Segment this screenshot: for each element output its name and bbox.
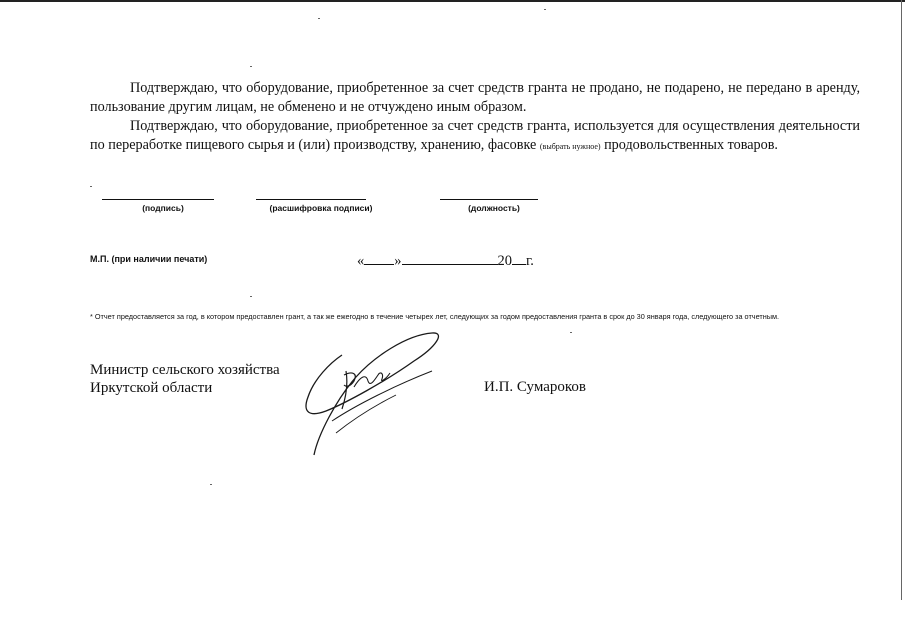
confirmation-paragraph-2 — [90, 117, 860, 156]
scan-speck — [318, 18, 320, 19]
confirmation-paragraph-2-text: Подтверждаю, что оборудование, приобретенное за счет средств гранта, используется для осуществления деятельности по переработке пищевого сырья и (или) производству, хранению, фасовке — [90, 118, 860, 153]
choose-needed-note: (выбрать нужное) — [539, 142, 601, 151]
confirmation-paragraph-1-text: Подтверждаю, что оборудование, приобретенное за счет средств гранта не продано, не подарено, не передано в аренду, пользование другим лицам, не обменено и не отчуждено иным образом. — [90, 80, 860, 115]
scan-speck — [250, 66, 252, 67]
minister-title-line-2: Иркутской области — [90, 380, 213, 396]
date-open-quote: « — [357, 253, 365, 269]
date-close-quote: » — [394, 253, 402, 269]
minister-title — [90, 361, 280, 397]
minister-title-line-1: Министр сельского хозяйства — [90, 362, 280, 378]
date-century: 20 — [497, 253, 512, 269]
minister-name: И.П. Сумароков — [484, 379, 587, 395]
position-caption: (должность) — [468, 203, 520, 213]
position-line — [440, 199, 538, 200]
signature-line — [102, 199, 214, 200]
date-field — [357, 250, 534, 270]
confirmation-paragraph-1 — [90, 79, 860, 117]
scan-speck — [544, 9, 546, 10]
year-blank — [512, 250, 526, 265]
confirmation-paragraph-2-end: продовольственных товаров. — [604, 137, 778, 153]
scan-speck — [90, 186, 92, 187]
top-border-line — [0, 0, 905, 2]
signature-decoding-line — [256, 199, 366, 200]
scan-speck — [570, 332, 572, 333]
footnote: * Отчет предоставляется за год, в котором предоставлен грант, а так же ежегодно в течение четырех лет, следующих за годом предоставления гранта в срок до 30 января года, следующего за отчетным. — [90, 312, 780, 321]
right-border-line — [901, 0, 902, 600]
stamp-place-label: М.П. (при наличии печати) — [90, 254, 208, 264]
month-blank — [402, 250, 498, 265]
scan-speck — [250, 296, 252, 297]
signature-caption: (подпись) — [142, 203, 184, 213]
signature-decoding-caption: (расшифровка подписи) — [269, 203, 373, 213]
scan-speck — [210, 484, 212, 485]
handwritten-signature — [296, 325, 446, 460]
day-blank — [364, 250, 394, 265]
date-year-suffix: г. — [526, 253, 534, 269]
